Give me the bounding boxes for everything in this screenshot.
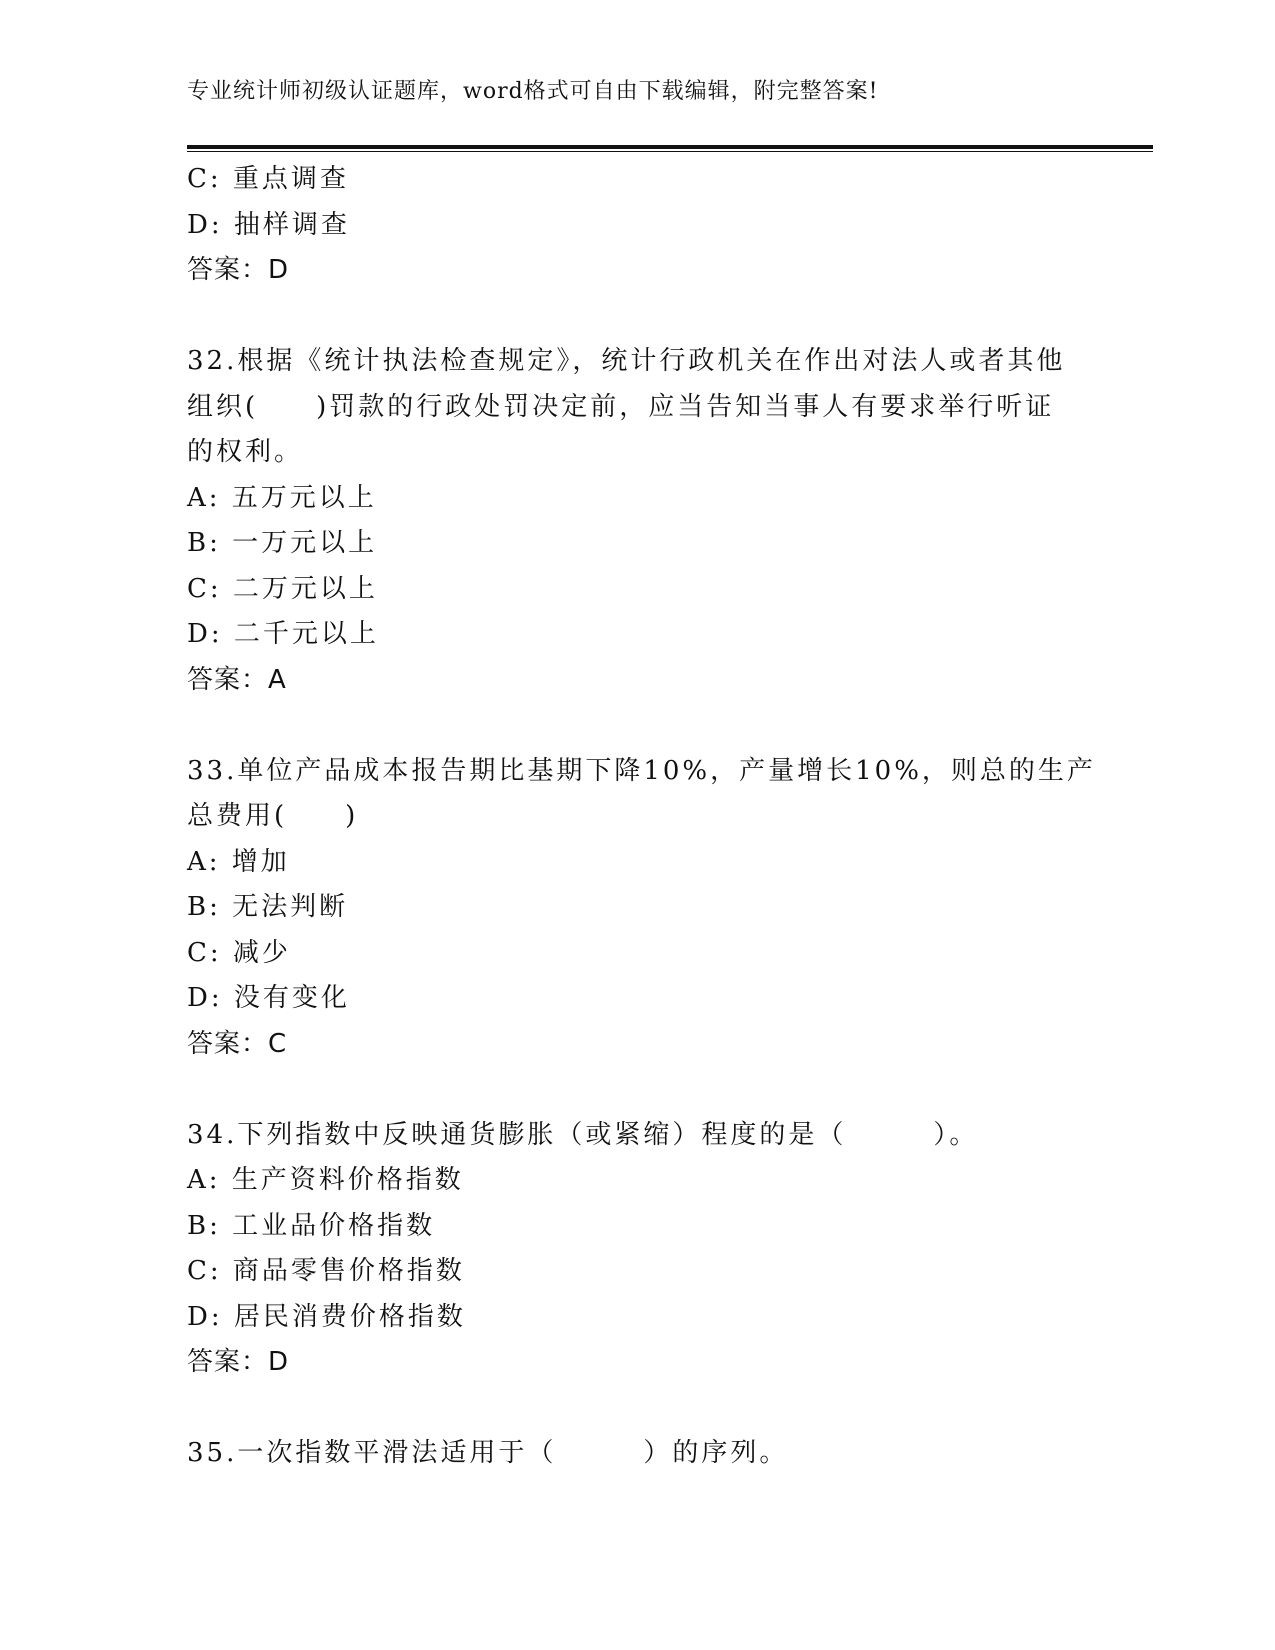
spacer bbox=[187, 1067, 1087, 1113]
page-header: 专业统计师初级认证题库，word格式可自由下载编辑，附完整答案! bbox=[187, 79, 879, 104]
answer: 答案：C bbox=[187, 1028, 288, 1059]
option-d: D: 二千元以上 bbox=[187, 619, 379, 649]
header-rule-thick bbox=[187, 145, 1153, 149]
option-a: A: 增加 bbox=[187, 846, 290, 877]
question-33 bbox=[187, 749, 1096, 1068]
question-stem: 组织( )罚款的行政处罚决定前，应当告知当事人有要求举行听证 bbox=[187, 391, 1055, 422]
option-c: C: 重点调查 bbox=[187, 164, 349, 194]
question-34 bbox=[187, 1113, 1087, 1386]
answer: 答案：D bbox=[187, 255, 290, 285]
option-d: D: 抽样调查 bbox=[187, 209, 350, 240]
question-stem: 35.一次指数平滑法适用于（ ）的序列。 bbox=[187, 1438, 789, 1468]
answer: 答案：A bbox=[187, 664, 287, 695]
option-b: B: 无法判断 bbox=[187, 892, 349, 922]
question-stem: 33.单位产品成本报告期比基期下降10%，产量增长10%，则总的生产 bbox=[187, 755, 1096, 786]
spacer bbox=[187, 1386, 1087, 1432]
question-32 bbox=[187, 339, 1087, 703]
question-stem: 总费用( ) bbox=[187, 801, 359, 831]
header-rule-thin bbox=[187, 151, 1153, 152]
question-31-tail bbox=[187, 157, 1087, 294]
spacer bbox=[187, 703, 1087, 749]
document-body bbox=[187, 157, 1096, 1477]
option-c: C: 二万元以上 bbox=[187, 573, 378, 604]
option-b: B: 一万元以上 bbox=[187, 528, 378, 558]
option-d: D: 居民消费价格指数 bbox=[187, 1301, 466, 1332]
option-a: A: 生产资料价格指数 bbox=[187, 1165, 464, 1195]
answer: 答案：D bbox=[187, 1347, 290, 1377]
option-d: D: 没有变化 bbox=[187, 983, 350, 1013]
question-stem: 34.下列指数中反映通货膨胀（或紧缩）程度的是（ ）。 bbox=[187, 1119, 979, 1150]
question-stem: 32.根据《统计执法检查规定》，统计行政机关在作出对法人或者其他 bbox=[187, 346, 1066, 376]
option-c: C: 减少 bbox=[187, 937, 291, 968]
spacer bbox=[187, 294, 1087, 340]
option-c: C: 商品零售价格指数 bbox=[187, 1256, 465, 1286]
option-a: A: 五万元以上 bbox=[187, 482, 377, 513]
question-stem: 的权利。 bbox=[187, 437, 304, 467]
option-b: B: 工业品价格指数 bbox=[187, 1210, 436, 1241]
question-35 bbox=[187, 1431, 1087, 1477]
